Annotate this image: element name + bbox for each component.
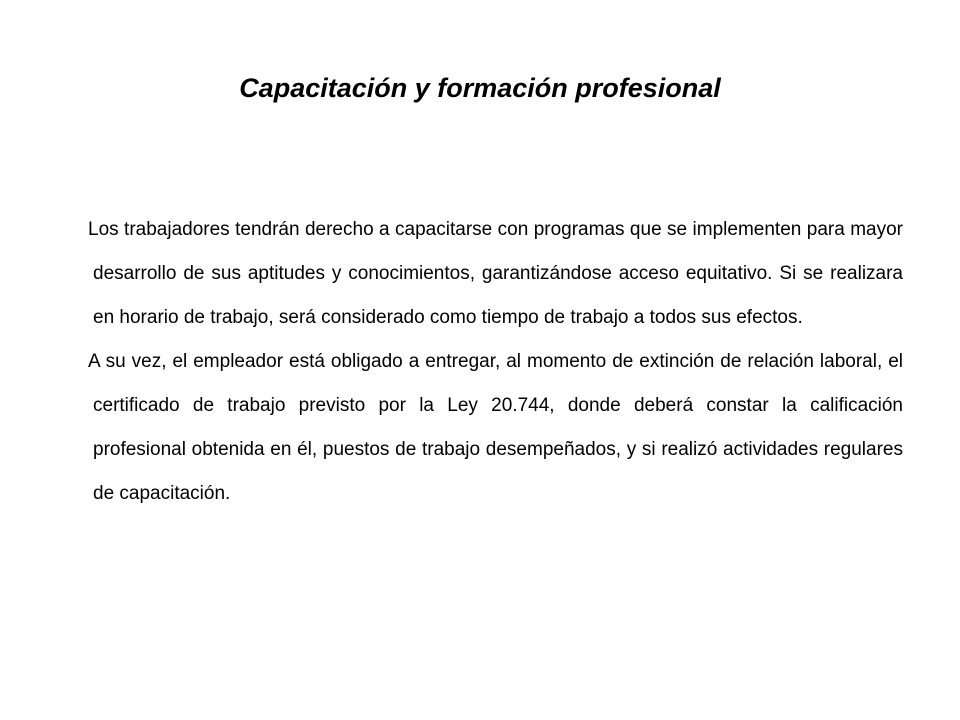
paragraph-certificado: A su vez, el empleador está obligado a entregar, al momento de extinción de relación laboral, el certificado de trabajo previsto por la Ley 20.744, donde deberá constar la calificación profesional obtenida en él, puestos de trabajo desempeñados, y si realizó actividades regulares de capacitación. bbox=[88, 351, 903, 504]
slide-body bbox=[88, 208, 903, 516]
paragraph-capacitacion: Los trabajadores tendrán derecho a capacitarse con programas que se implementen para mayor desarrollo de sus aptitudes y conocimientos, garantizándose acceso equitativo. Si se realizara en horario de trabajo, será considerado como tiempo de trabajo a todos sus efectos. bbox=[88, 219, 903, 328]
slide-title: Capacitación y formación profesional bbox=[239, 73, 721, 103]
